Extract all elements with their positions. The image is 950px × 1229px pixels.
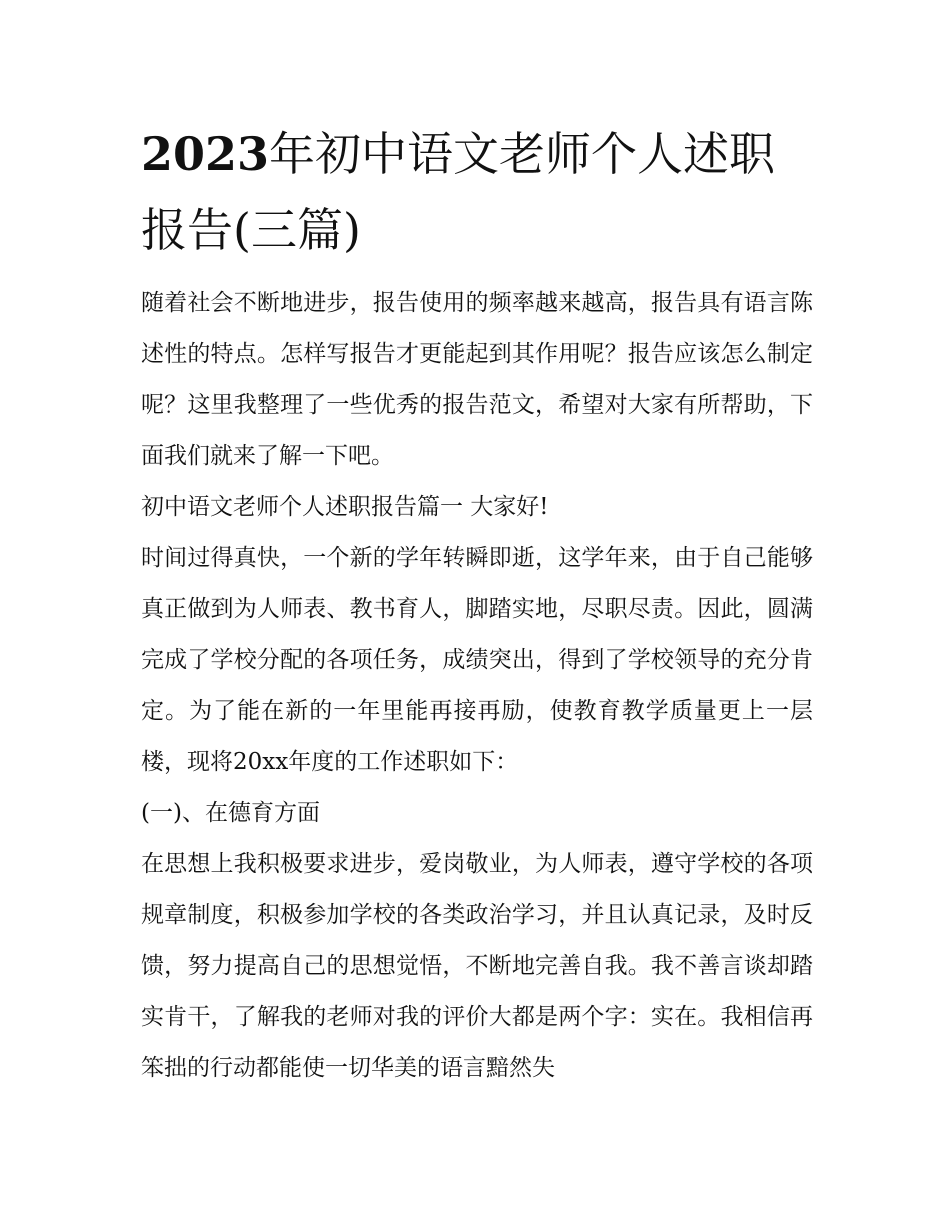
paragraph-summary: 时间过得真快，一个新的学年转瞬即逝，这学年来，由于自己能够真正做到为人师表、教书育人，脚踏实地，尽职尽责。因此，圆满完成了学校分配的各项任务，成绩突出，得到了学校领导的充分肯定。为了能在新的一年里能再接再励，使教育教学质量更上一层楼，现将20xx年度的工作述职如下： [141,545,813,775]
paragraph-section-heading: 初中语文老师个人述职报告篇一 大家好! [141,494,549,520]
paragraph-moral-content: 在思想上我积极要求进步，爱岗敬业，为人师表，遵守学校的各项规章制度，积极参加学校的各类政治学习，并且认真记录，及时反馈，努力提高自己的思想觉悟，不断地完善自我。我不善言谈却踏实肯干，了解我的老师对我的评价大都是两个字：实在。我相信再笨拙的行动都能使一切华美的语言黯然失 [141,851,813,1081]
title-text: 年初中语文老师个人述职报告(三篇) [141,127,776,257]
document-content [141,116,813,1094]
paragraph-subheading-moral: (一)、在德育方面 [141,800,320,826]
document-title [141,116,813,268]
document-body [141,278,813,1094]
paragraph-intro: 随着社会不断地进步，报告使用的频率越来越高，报告具有语言陈述性的特点。怎样写报告才更能起到其作用呢？报告应该怎么制定呢？这里我整理了一些优秀的报告范文，希望对大家有所帮助，下面我们就来了解一下吧。 [141,290,813,469]
title-year: 2023 [141,127,270,181]
